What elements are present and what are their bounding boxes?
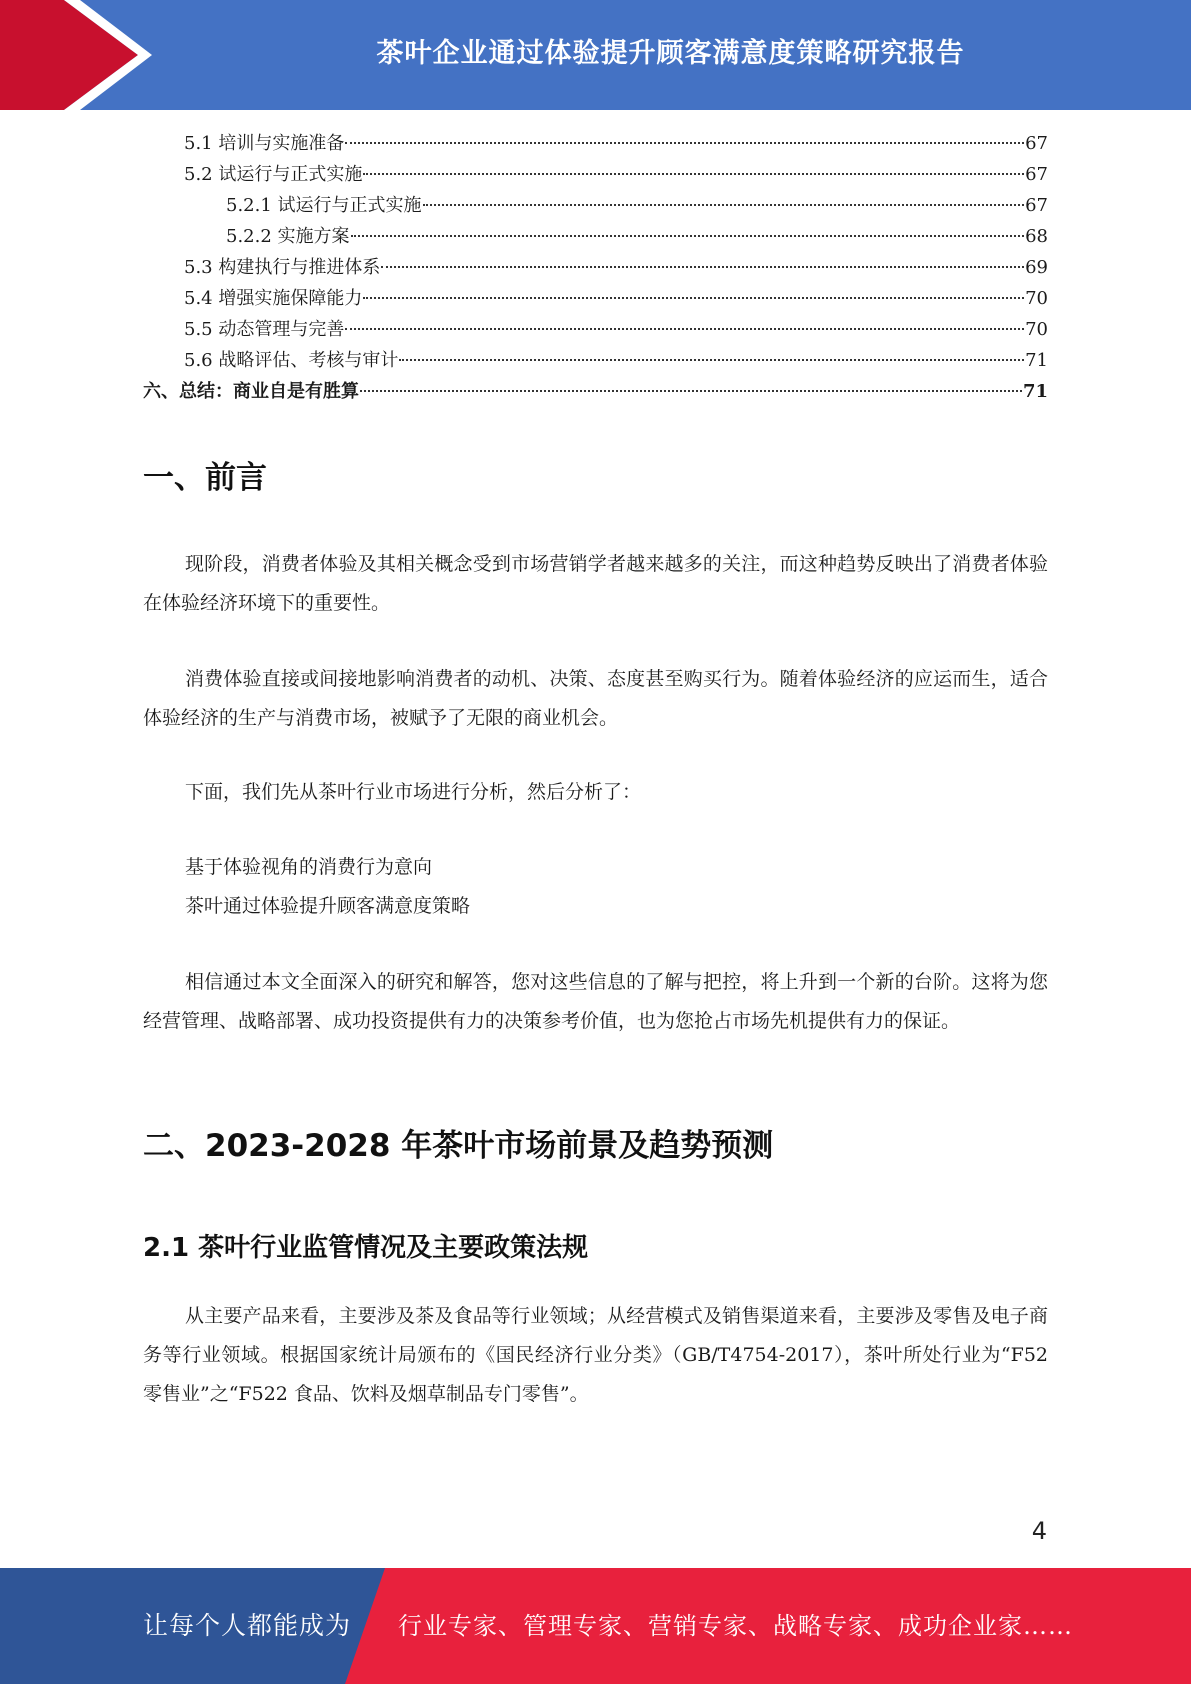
toc-entry-label: 5.6 战略评估、考核与审计 [184, 350, 399, 371]
toc-entry-page: 67 [1025, 133, 1048, 154]
toc-entry-label: 六、总结：商业自是有胜算 [143, 381, 359, 402]
toc-entry-label: 5.4 增强实施保障能力 [184, 288, 363, 309]
header-band [0, 0, 1191, 110]
toc-entry-page: 68 [1025, 226, 1048, 247]
toc-entry-label: 5.2.2 实施方案 [226, 226, 350, 247]
toc-entry-page: 67 [1025, 195, 1048, 216]
toc-entry[interactable] [143, 190, 1048, 221]
paragraph: 现阶段，消费者体验及其相关概念受到市场营销学者越来越多的关注，而这种趋势反映出了消费者体验在体验经济环境下的重要性。 [143, 553, 1048, 614]
toc-entry-label: 5.5 动态管理与完善 [184, 319, 345, 340]
toc-leader-dots [363, 297, 1024, 299]
toc-leader-dots [345, 328, 1024, 330]
footer-slogan-left: 让每个人都能成为 [143, 1611, 352, 1640]
header-chevron-decoration [0, 0, 160, 110]
toc-entry-page: 69 [1025, 257, 1048, 278]
list-item: 茶叶通过体验提升顾客满意度策略 [185, 895, 471, 917]
toc-entry[interactable] [143, 252, 1048, 283]
toc-leader-dots [345, 142, 1024, 144]
toc-entry[interactable] [143, 345, 1048, 376]
toc-entry[interactable] [143, 159, 1048, 190]
page-number: 4 [1031, 1517, 1047, 1545]
toc-leader-dots [381, 266, 1024, 268]
report-title: 茶叶企业通过体验提升顾客满意度策略研究报告 [376, 37, 965, 69]
toc-entry-label: 5.2.1 试运行与正式实施 [226, 195, 422, 216]
toc-entry[interactable] [143, 128, 1048, 159]
footer-slogan-right: 行业专家、管理专家、营销专家、战略专家、成功企业家…… [398, 1612, 1073, 1640]
toc-leader-dots [399, 359, 1024, 361]
toc-entry-label: 5.1 培训与实施准备 [184, 133, 345, 154]
paragraph: 下面，我们先从茶叶行业市场进行分析，然后分析了： [185, 781, 642, 803]
toc-entry[interactable] [143, 221, 1048, 252]
bullet-list [185, 848, 470, 926]
table-of-contents [143, 128, 1048, 407]
toc-leader-dots [423, 204, 1025, 206]
list-item: 基于体验视角的消费行为意向 [185, 856, 433, 878]
toc-entry-label: 5.2 试运行与正式实施 [184, 164, 363, 185]
toc-entry[interactable] [143, 314, 1048, 345]
toc-entry-page: 67 [1025, 164, 1048, 185]
paragraph: 相信通过本文全面深入的研究和解答，您对这些信息的了解与把控，将上升到一个新的台阶。这将为您经营管理、战略部署、成功投资提供有力的决策参考价值，也为您抢占市场先机提供有力的保证。 [143, 971, 1048, 1032]
paragraph: 从主要产品来看，主要涉及茶及食品等行业领域；从经营模式及销售渠道来看，主要涉及零售及电子商务等行业领域。根据国家统计局颁布的《国民经济行业分类》（GB/T4754-2017），茶叶所处行业为“F52 零售业”之“F522 食品、饮料及烟草制品专门零售”。 [143, 1305, 1048, 1405]
paragraph: 消费体验直接或间接地影响消费者的动机、决策、态度甚至购买行为。随着体验经济的应运而生，适合体验经济的生产与消费市场，被赋予了无限的商业机会。 [143, 668, 1048, 729]
toc-entry[interactable] [143, 283, 1048, 314]
section-heading-preface: 一、前言 [143, 460, 267, 496]
toc-leader-dots [360, 390, 1022, 392]
subsection-heading: 2.1 茶叶行业监管情况及主要政策法规 [143, 1233, 589, 1263]
toc-leader-dots [363, 173, 1024, 175]
toc-entry-page: 70 [1025, 319, 1048, 340]
footer-band [0, 1568, 1191, 1684]
toc-entry-chapter[interactable] [143, 376, 1048, 407]
toc-entry-page: 70 [1025, 288, 1048, 309]
toc-entry-label: 5.3 构建执行与推进体系 [184, 257, 381, 278]
toc-entry-page: 71 [1025, 350, 1048, 371]
toc-leader-dots [351, 235, 1025, 237]
toc-entry-page: 71 [1022, 381, 1048, 402]
section-heading-market-forecast: 二、2023-2028 年茶叶市场前景及趋势预测 [143, 1128, 774, 1164]
